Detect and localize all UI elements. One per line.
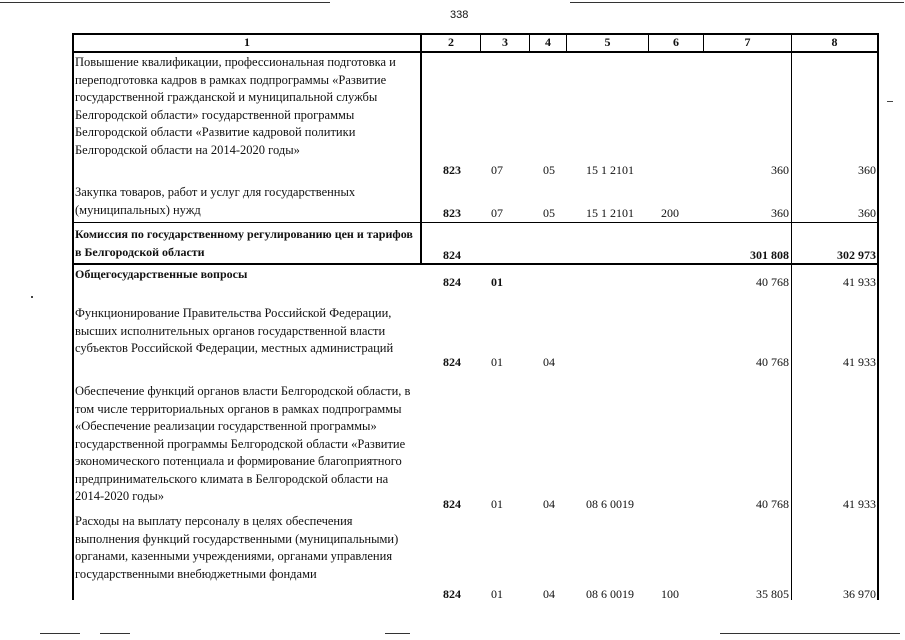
cell-amount-col7: 360 xyxy=(771,206,789,220)
cell-section: 01 xyxy=(491,497,503,511)
scan-artifact-line xyxy=(40,633,80,634)
cell-subsection: 04 xyxy=(543,587,555,601)
row-description: Общегосударственные вопросы xyxy=(75,267,248,281)
cell-section: 01 xyxy=(491,587,503,601)
row-description: Повышение квалификации, профессиональная подготовка и переподготовка кадров в рамках подпрограммы «Развитие государственной гражданской и муниципальной службы Белгородской области» государственной программы Белгородской области «Развитие кадровой политики Белгородской области на 2014-2020 годы» xyxy=(75,55,396,157)
cell-amount-col8: 41 933 xyxy=(843,275,876,289)
cell-amount-col8: 41 933 xyxy=(843,355,876,369)
header-col-8: 8 xyxy=(831,35,838,49)
cell-subsection: 04 xyxy=(543,497,555,511)
cell-ministry-code: 823 xyxy=(443,206,461,220)
header-separator xyxy=(72,51,878,53)
cell-amount-col8: 36 970 xyxy=(843,587,876,601)
cell-amount-col7: 40 768 xyxy=(756,275,789,289)
scan-artifact-line xyxy=(570,2,904,3)
cell-section: 07 xyxy=(491,206,503,220)
cell-subsection: 05 xyxy=(543,206,555,220)
table-border-left xyxy=(72,33,74,600)
header-col-2: 2 xyxy=(448,35,454,49)
row-description: Закупка товаров, работ и услуг для государственных (муниципальных) нужд xyxy=(75,185,356,217)
scan-artifact-line xyxy=(385,633,410,634)
cell-amount-col8: 302 973 xyxy=(837,248,876,262)
row-description: Обеспечение функций органов власти Белгородской области, в том числе территориальных органов в рамках подпрограммы «Обеспечение реализации государственной программы» государственной программы Белгородской области «Развитие экономического потенциала и формирование благоприятного предпринимательского климата в Белгородской области на 2014-2020 годы» xyxy=(75,384,411,503)
cell-target-article: 08 6 0019 xyxy=(586,587,634,601)
column-divider xyxy=(791,33,792,600)
scan-artifact-line xyxy=(720,633,900,634)
header-col-4: 4 xyxy=(545,35,551,49)
row-separator xyxy=(72,222,878,223)
scan-artifact-dot xyxy=(31,296,33,298)
cell-target-article: 15 1 2101 xyxy=(586,163,634,177)
cell-amount-col8: 360 xyxy=(858,206,876,220)
cell-amount-col7: 301 808 xyxy=(750,248,789,262)
cell-target-article: 08 6 0019 xyxy=(586,497,634,511)
scan-artifact-dot xyxy=(887,101,893,102)
cell-ministry-code: 824 xyxy=(443,355,461,369)
row-description: Расходы на выплату персоналу в целях обеспечения выполнения функций государственными (муниципальными) органами, казенными учреждениями, органами управления государственными внебюджетными фондами xyxy=(75,514,399,581)
cell-expense-type: 200 xyxy=(661,206,679,220)
cell-target-article: 15 1 2101 xyxy=(586,206,634,220)
table-border-right xyxy=(877,33,879,600)
row-separator xyxy=(72,263,878,265)
cell-section: 07 xyxy=(491,163,503,177)
cell-amount-col7: 35 805 xyxy=(756,587,789,601)
cell-amount-col8: 360 xyxy=(858,163,876,177)
scan-artifact-line xyxy=(100,633,130,634)
cell-section: 01 xyxy=(491,355,503,369)
cell-section: 01 xyxy=(491,275,503,289)
cell-ministry-code: 824 xyxy=(443,587,461,601)
cell-subsection: 04 xyxy=(543,355,555,369)
cell-ministry-code: 824 xyxy=(443,275,461,289)
cell-amount-col7: 40 768 xyxy=(756,497,789,511)
cell-ministry-code: 824 xyxy=(443,497,461,511)
header-col-7: 7 xyxy=(744,35,751,49)
row-description: Комиссия по государственному регулированию цен и тарифов в Белгородской области xyxy=(75,227,413,259)
header-col-6: 6 xyxy=(673,35,679,49)
header-col-1: 1 xyxy=(244,35,250,49)
cell-expense-type: 100 xyxy=(661,587,679,601)
page-number: 338 xyxy=(450,9,469,21)
cell-ministry-code: 823 xyxy=(443,163,461,177)
header-col-5: 5 xyxy=(604,35,611,49)
cell-ministry-code: 824 xyxy=(443,248,461,262)
cell-amount-col7: 360 xyxy=(771,163,789,177)
cell-amount-col8: 41 933 xyxy=(843,497,876,511)
cell-amount-col7: 40 768 xyxy=(756,355,789,369)
column-divider xyxy=(420,33,422,265)
header-col-3: 3 xyxy=(502,35,508,49)
row-description: Функционирование Правительства Российской Федерации, высших исполнительных органов государственной власти субъектов Российской Федерации, местных администраций xyxy=(75,306,394,355)
cell-subsection: 05 xyxy=(543,163,555,177)
scan-artifact-line xyxy=(0,2,330,3)
